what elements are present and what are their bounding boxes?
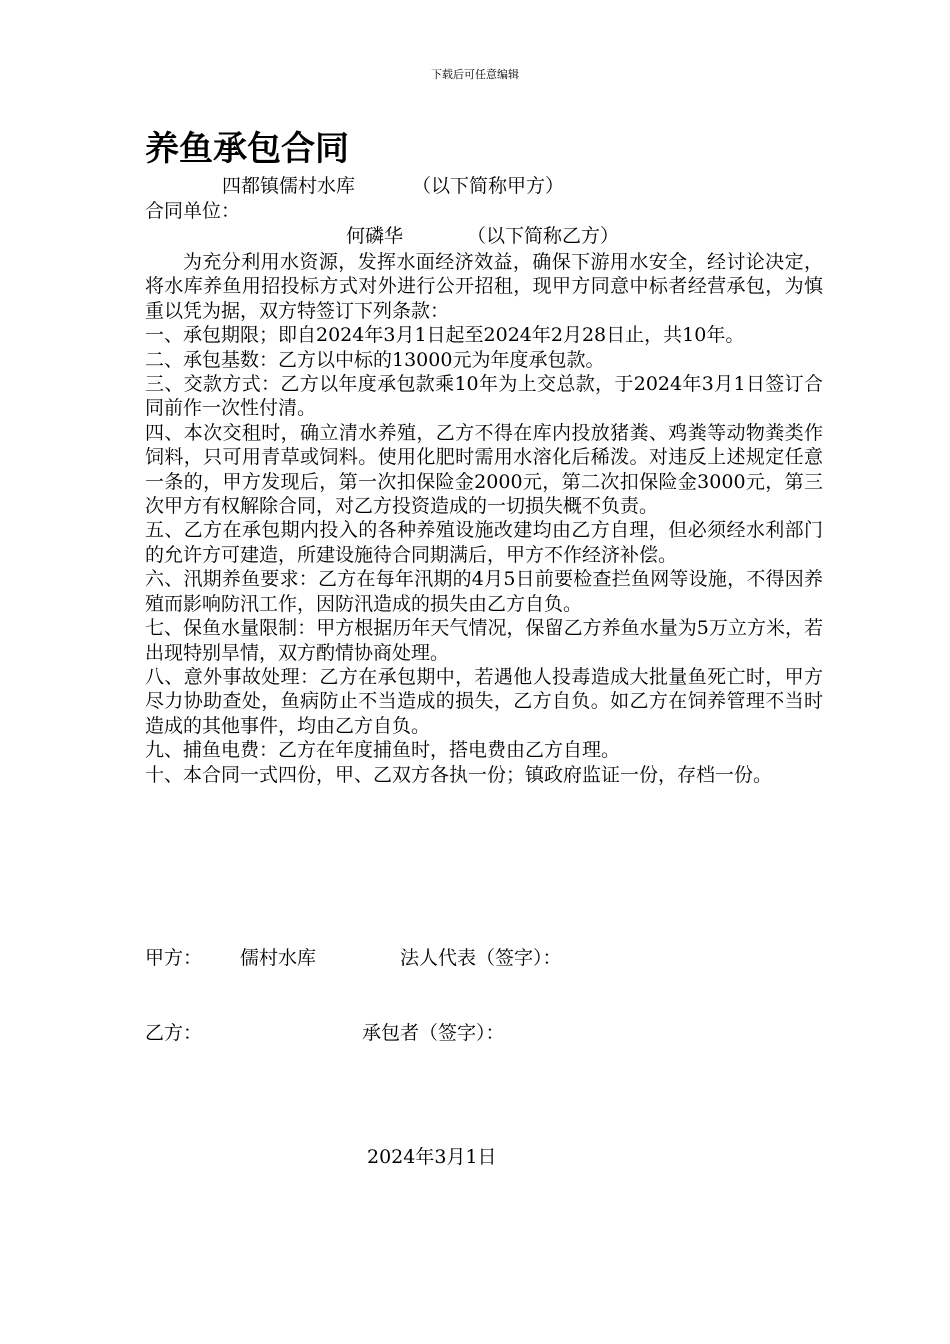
legal-rep-signature-label: 法人代表（签字）： — [400, 947, 562, 969]
intro-paragraph: 为充分利用水资源，发挥水面经济效益，确保下游用水安全，经讨论决定，将水库养鱼用招投标方式对外进行公开招租，现甲方同意中标者经营承包，为慎重以凭为据，双方特签订下列条款： — [145, 251, 823, 322]
contract-units-label: 合同单位： — [145, 200, 241, 222]
clause-8: 八、意外事故处理：乙方在承包期中，若遇他人投毒造成大批量鱼死亡时，甲方尽力协助查处，鱼病防止不当造成的损失，乙方自负。如乙方在饲养管理不当时造成的其他事件，均由乙方自负。 — [145, 665, 823, 737]
party-a-name: 四都镇儒村水库 — [222, 175, 356, 197]
clause-10: 十、本合同一式四份，甲、乙双方各执一份；镇政府监证一份，存档一份。 — [145, 763, 773, 786]
clause-9: 九、捕鱼电费：乙方在年度捕鱼时，搭电费由乙方自理。 — [145, 739, 621, 762]
clause-4: 四、本次交租时，确立清水养殖，乙方不得在库内投放猪粪、鸡粪等动物粪类作饲料，只可用青草或饲料。使用化肥时需用水溶化后稀泼。对违反上述规定任意一条的，甲方发现后，第一次扣保险金2000元，第二次扣保险金3000元，第三次甲方有权解除合同，对乙方投资造成的一切损失概不负责。 — [145, 421, 823, 518]
party-a-value: 儒村水库 — [240, 947, 317, 969]
clause-5: 五、乙方在承包期内投入的各种养殖设施改建均由乙方自理，但必须经水利部门的允许方可建造，所建设施待合同期满后，甲方不作经济补偿。 — [145, 519, 823, 566]
party-a-label: 甲方： — [145, 947, 203, 969]
clause-3: 三、交款方式：乙方以年度承包款乘10年为上交总款，于2024年3月1日签订合同前作一次性付清。 — [145, 373, 823, 420]
clause-6: 六、汛期养鱼要求：乙方在每年汛期的4月5日前要检查拦鱼网等设施，不得因养殖而影响防汛工作，因防汛造成的损失由乙方自负。 — [145, 568, 823, 615]
party-b-label: 乙方： — [145, 1022, 203, 1044]
party-a-suffix: （以下简称甲方） — [412, 175, 565, 197]
page-title: 养鱼承包合同 — [145, 129, 349, 169]
party-b-name: 何磷华 — [346, 225, 404, 247]
clause-7: 七、保鱼水量限制：甲方根据历年天气情况，保留乙方养鱼水量为5万立方米，若出现特别旱情，双方酌情协商处理。 — [145, 617, 823, 664]
contract-date: 2024年3月1日 — [367, 1146, 497, 1168]
contractor-signature-label: 承包者（签字）： — [362, 1022, 505, 1044]
contract-body — [145, 250, 823, 787]
header-note: 下载后可任意编辑 — [431, 68, 519, 81]
party-b-suffix: （以下简称乙方） — [467, 225, 620, 247]
clause-2: 二、承包基数：乙方以中标的13000元为年度承包款。 — [145, 348, 605, 371]
clause-1: 一、承包期限；即自2024年3月1日起至2024年2月28日止，共10年。 — [145, 324, 745, 347]
